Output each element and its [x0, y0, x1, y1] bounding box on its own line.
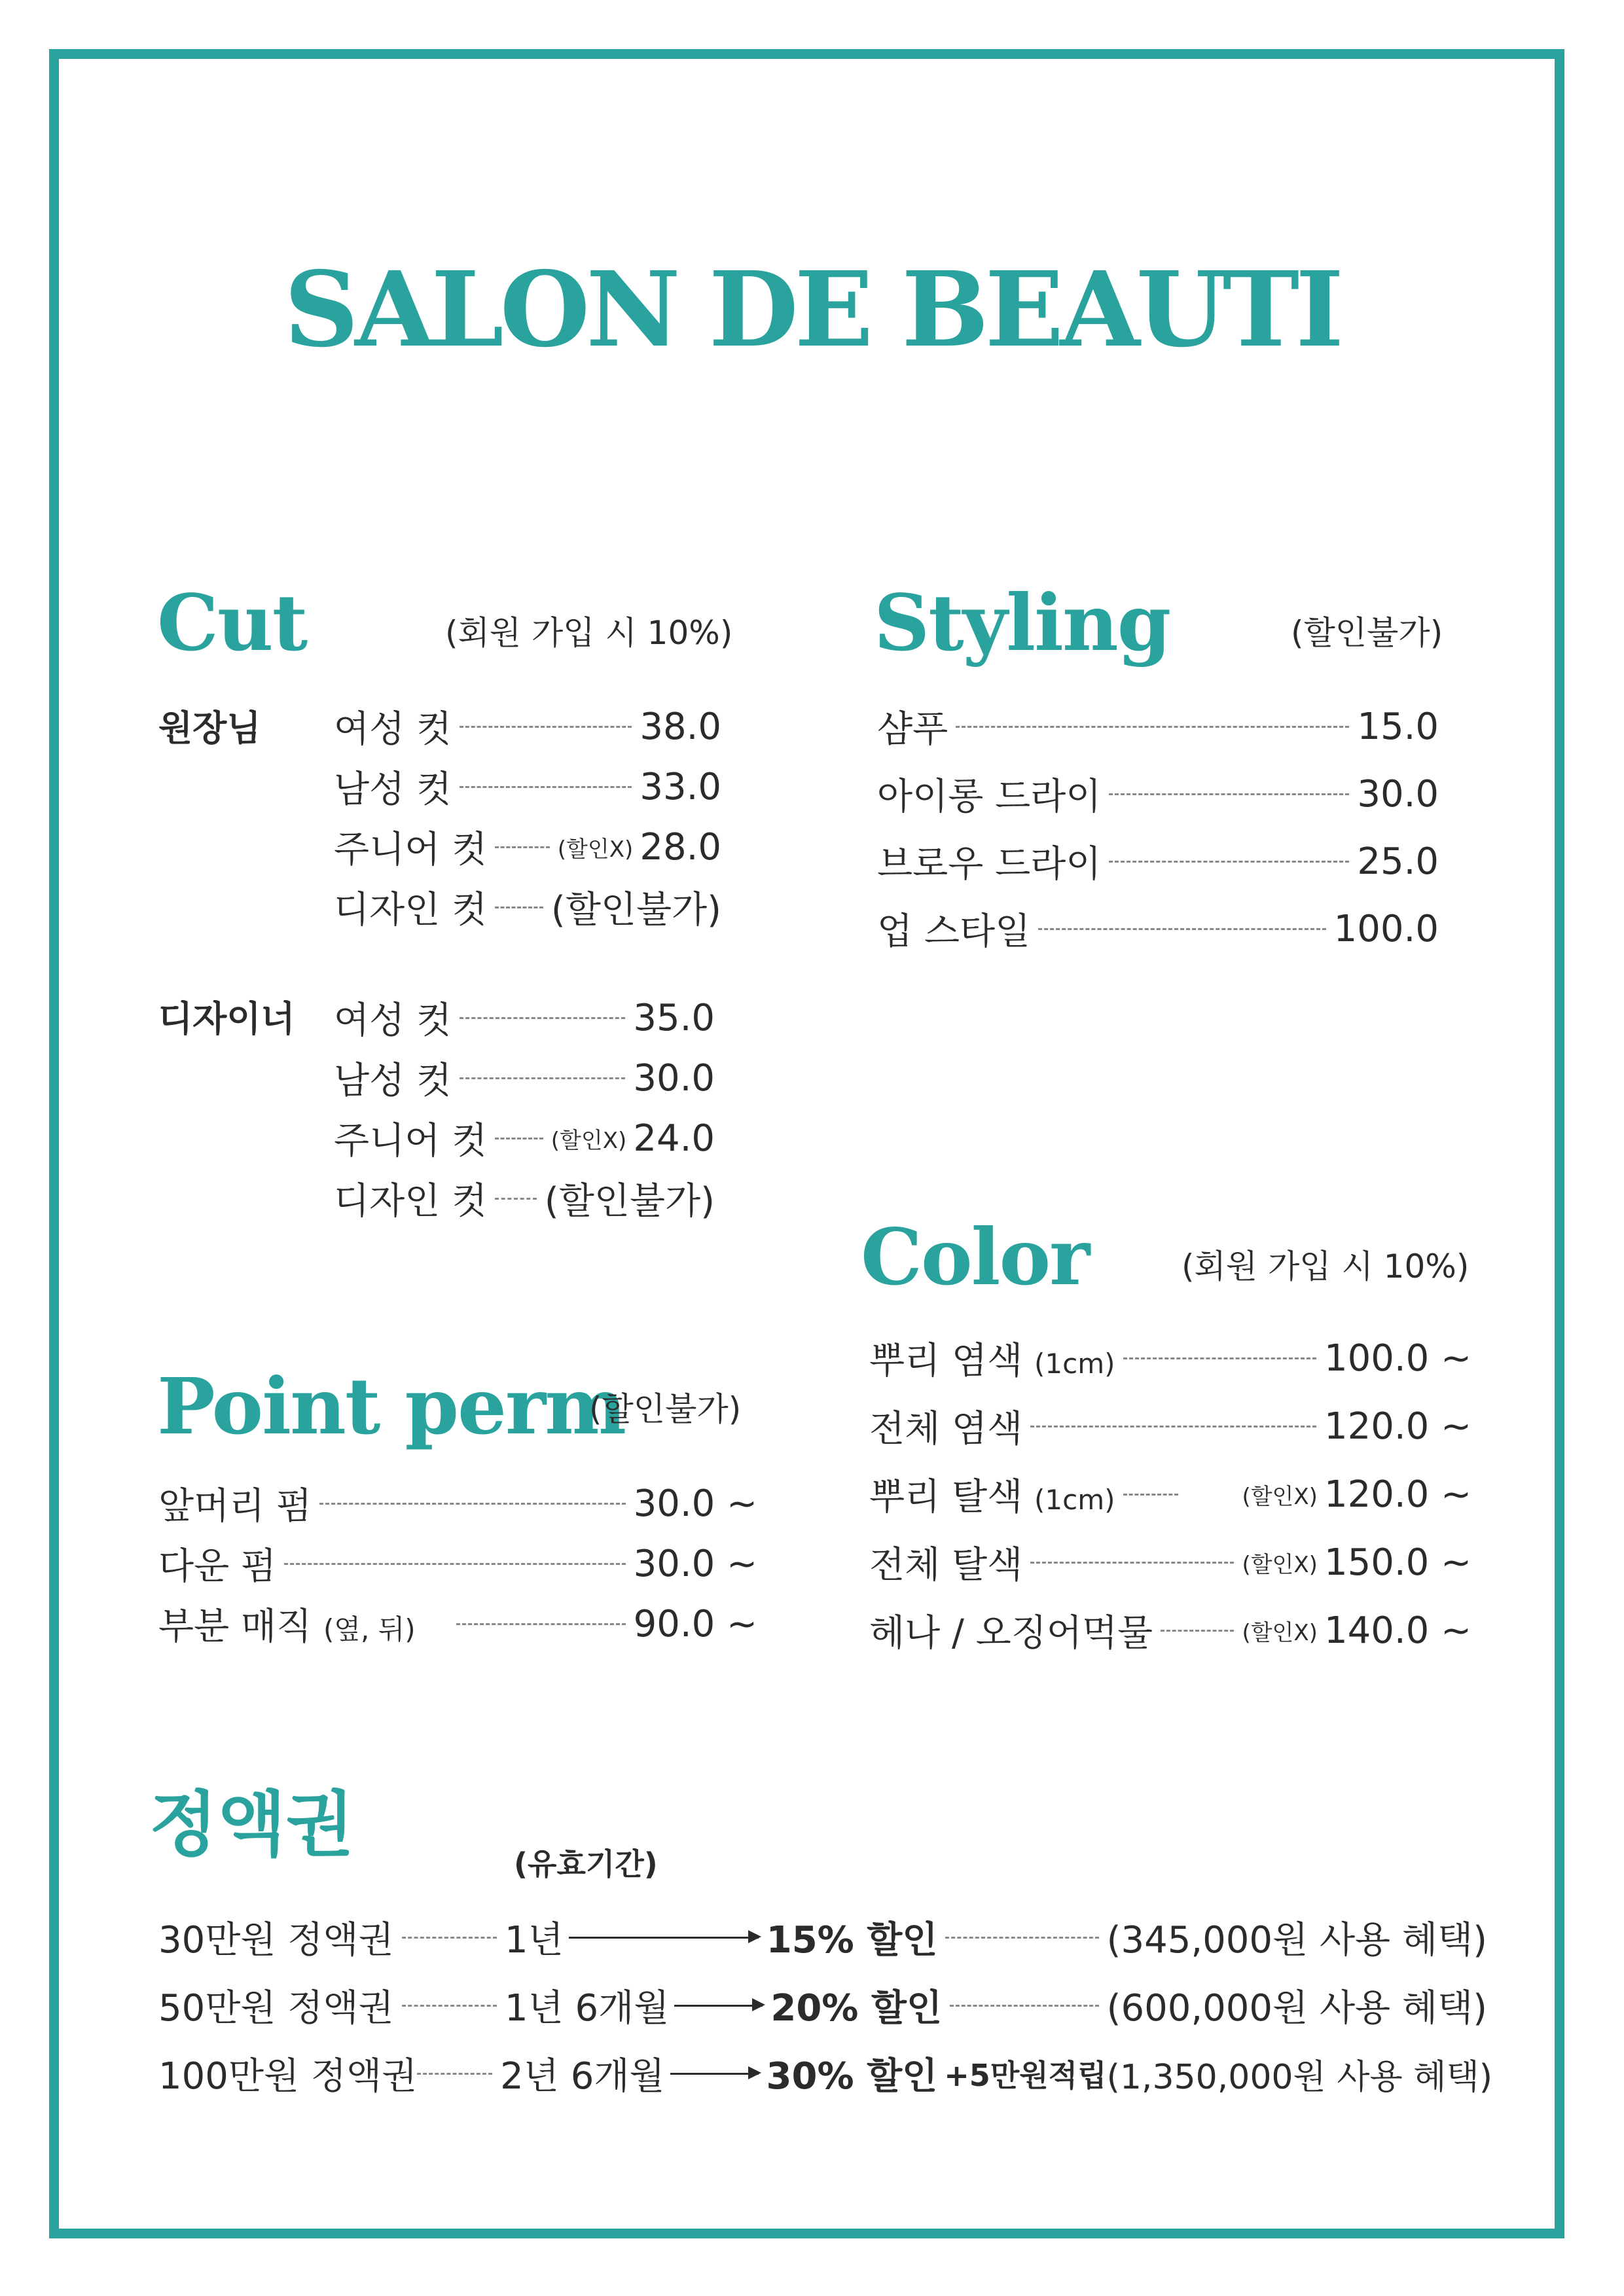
director-item-2: 주니어 컷 (할인X) 28.0	[334, 825, 721, 871]
perm-item-0: 앞머리 펌 30.0 ~	[158, 1482, 757, 1528]
styling-heading: Styling	[874, 577, 1170, 668]
styling-note: (할인불가)	[1291, 614, 1443, 652]
color-item-3: 전체 탈색 (할인X) 150.0 ~	[869, 1541, 1471, 1587]
page-border	[49, 49, 1564, 2238]
director-label: 원장님	[158, 708, 261, 749]
arrow-icon	[670, 2073, 759, 2075]
styling-item-0: 샴푸 15.0	[877, 705, 1439, 751]
perm-note: (할인불가)	[589, 1390, 742, 1428]
color-item-1: 전체 염색 120.0 ~	[869, 1405, 1471, 1450]
cut-heading: Cut	[157, 577, 307, 668]
voucher-row-0: 30만원 정액권 1년 15% 할인 (345,000원 사용 혜택)	[158, 1919, 1487, 1962]
color-item-0: 뿌리 염색 (1cm) 100.0 ~	[869, 1336, 1471, 1382]
perm-item-1: 다운 펌 30.0 ~	[158, 1542, 757, 1588]
director-item-1: 남성 컷 33.0	[334, 765, 721, 811]
voucher-period-label: (유효기간)	[514, 1846, 658, 1882]
color-note: (회원 가입 시 10%)	[1182, 1247, 1470, 1285]
perm-heading: Point perm	[157, 1361, 626, 1452]
color-item-2: 뿌리 탈색 (1cm) (할인X) 120.0 ~	[869, 1473, 1471, 1518]
cut-note: (회원 가입 시 10%)	[445, 614, 733, 652]
arrow-icon	[569, 1937, 759, 1939]
designer-item-1: 남성 컷 30.0	[334, 1056, 715, 1102]
color-heading: Color	[861, 1211, 1089, 1302]
arrow-icon	[674, 2005, 763, 2007]
perm-item-2: 부분 매직 (옆, 뒤) 90.0 ~	[158, 1602, 757, 1648]
styling-item-3: 업 스타일 100.0	[877, 907, 1439, 953]
director-item-0: 여성 컷 38.0	[334, 705, 721, 751]
designer-item-0: 여성 컷 35.0	[334, 996, 715, 1042]
designer-item-3: 디자인 컷 (할인불가)	[334, 1180, 715, 1223]
director-item-3: 디자인 컷 (할인불가)	[334, 889, 721, 931]
voucher-row-1: 50만원 정액권 1년 6개월 20% 할인 (600,000원 사용 혜택)	[158, 1987, 1487, 2030]
voucher-row-2: 100만원 정액권 2년 6개월 30% 할인 +5만원적립 (1,350,000원 사용 혜택)	[158, 2055, 1493, 2098]
color-item-4: 헤나 / 오징어먹물 (할인X) 140.0 ~	[869, 1609, 1471, 1655]
voucher-heading: 정액권	[149, 1784, 354, 1866]
salon-title: SALON DE BEAUTI	[283, 249, 1341, 370]
designer-label: 디자이너	[158, 998, 295, 1039]
styling-item-2: 브로우 드라이 25.0	[877, 840, 1439, 886]
designer-item-2: 주니어 컷 (할인X) 24.0	[334, 1117, 715, 1162]
styling-item-1: 아이롱 드라이 30.0	[877, 772, 1439, 818]
